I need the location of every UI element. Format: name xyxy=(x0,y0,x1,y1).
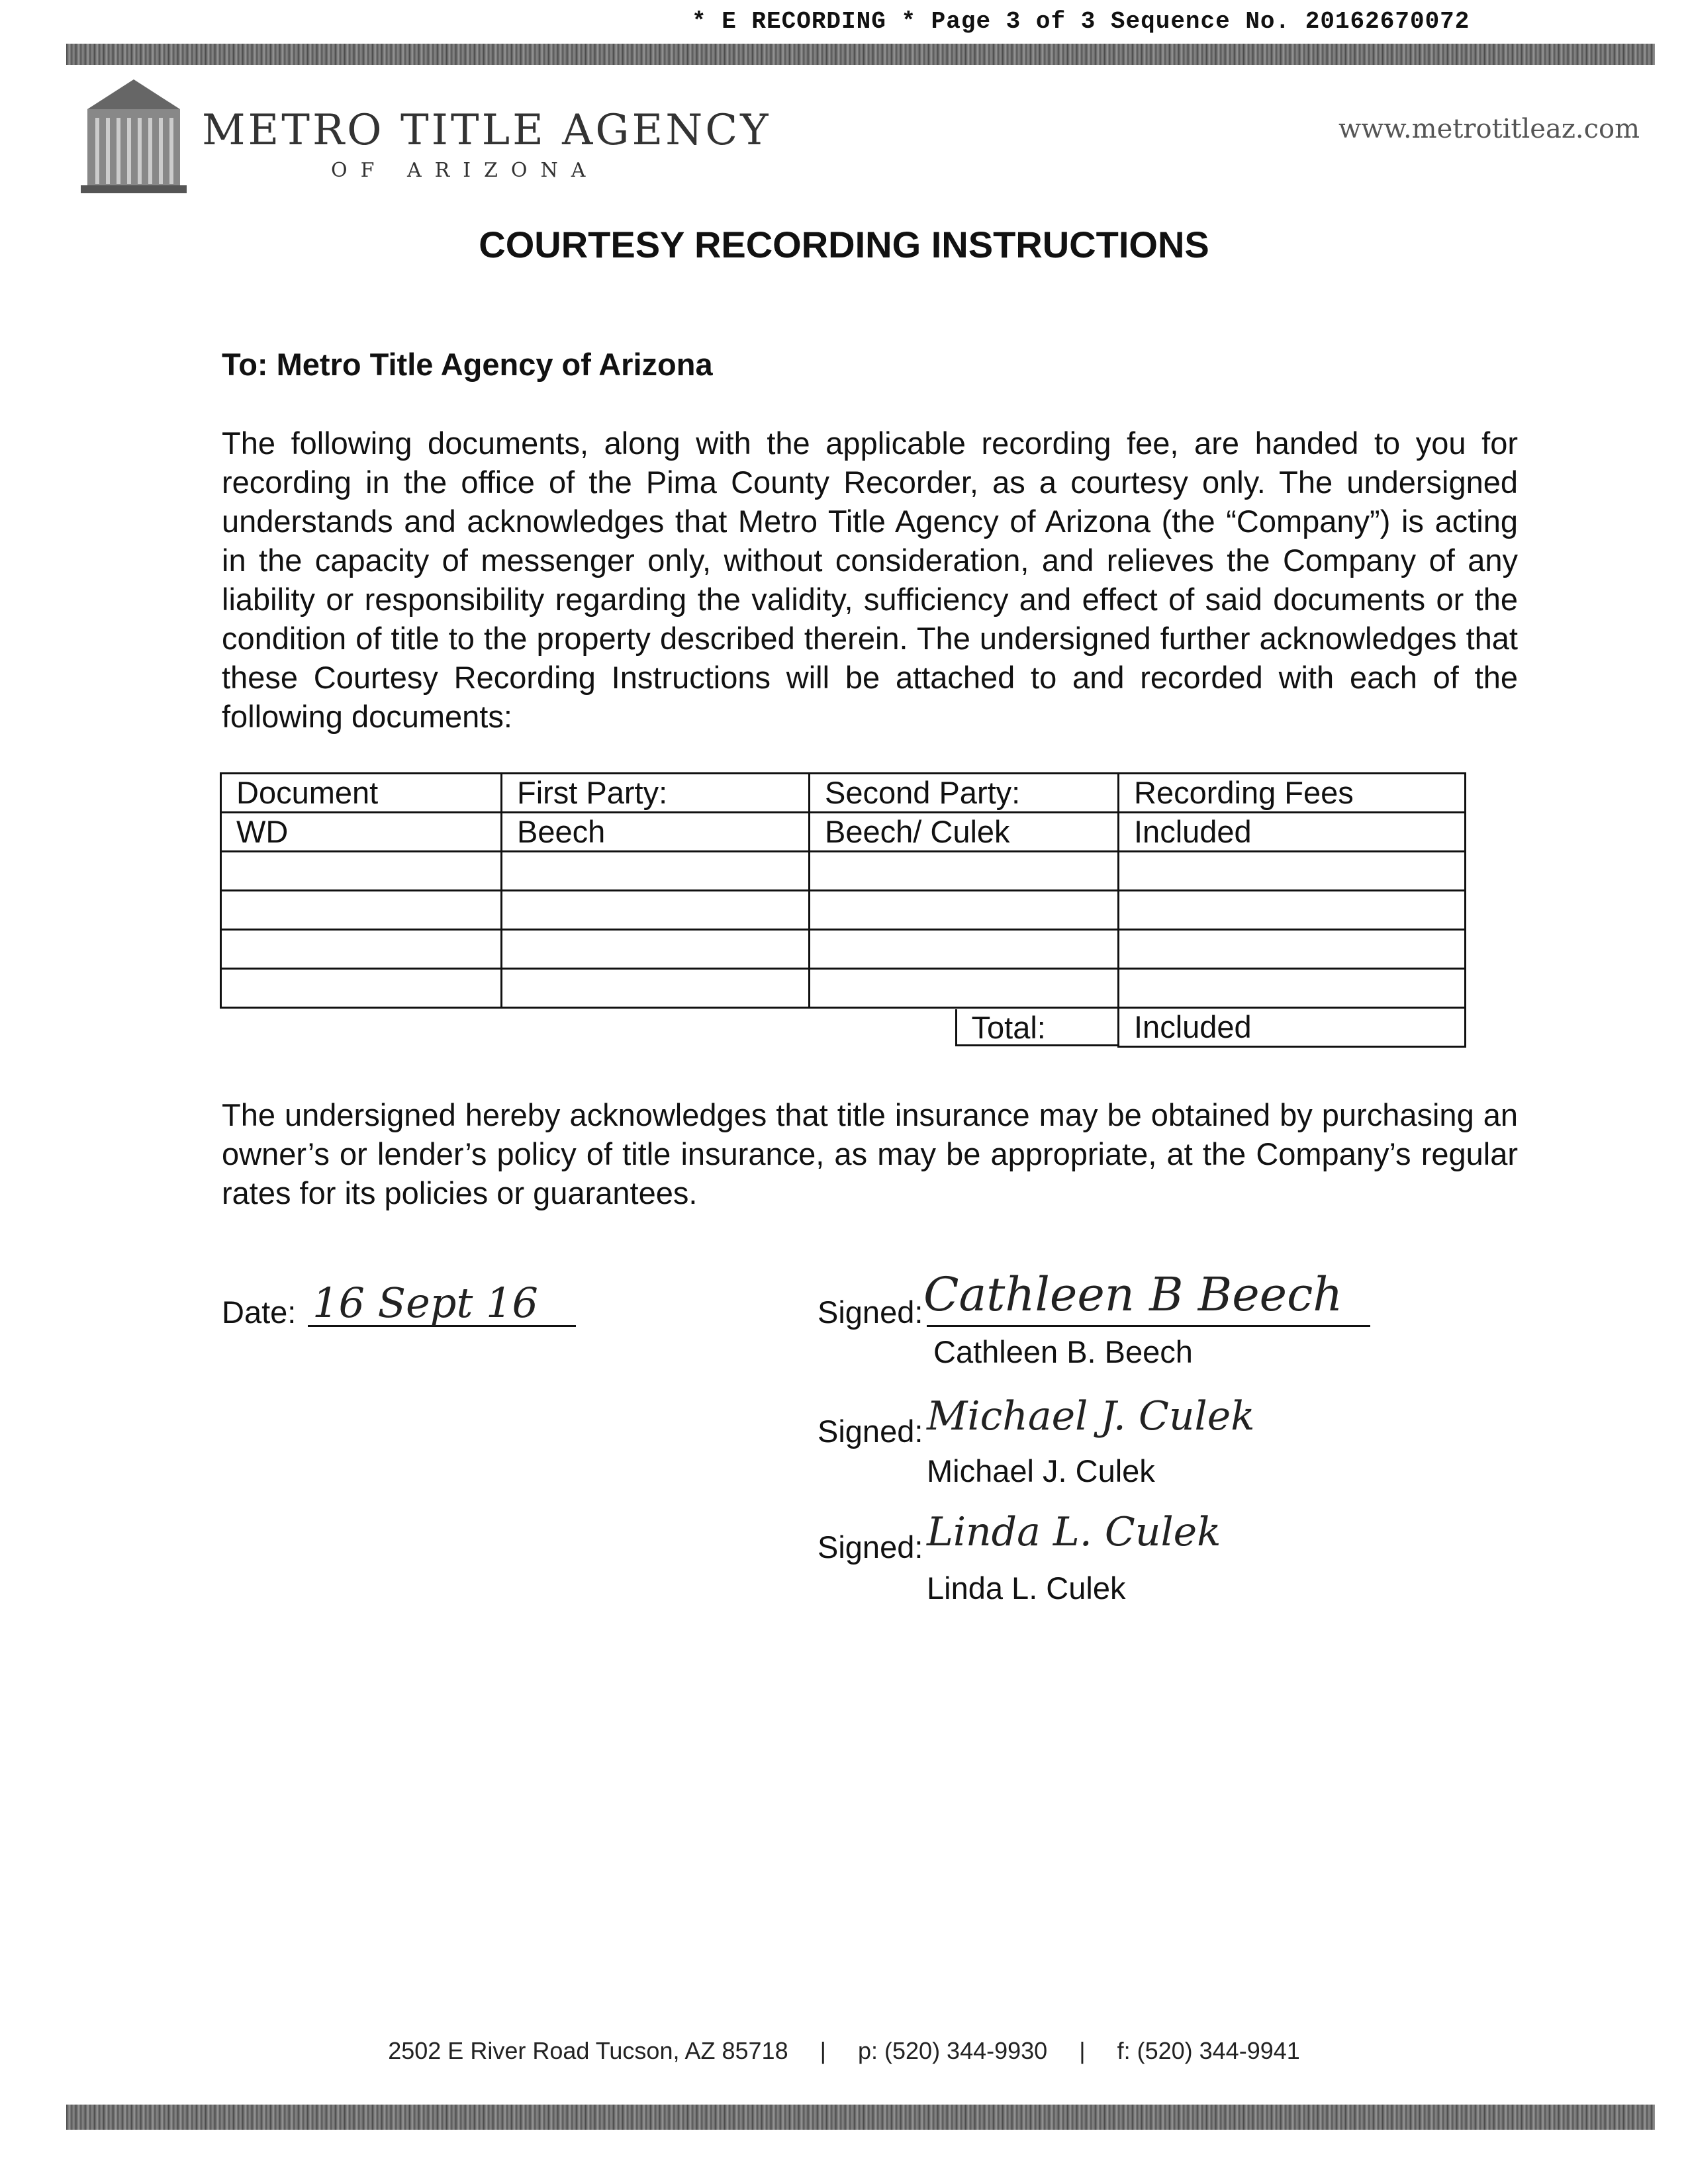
cell-recording-fees xyxy=(1119,930,1466,969)
table-row xyxy=(221,969,1466,1008)
footer-phone: p: (520) 344-9930 xyxy=(857,2037,1048,2064)
company-name: METRO TITLE AGENCY xyxy=(202,106,771,155)
recording-stamp: * E RECORDING * Page 3 of 3 Sequence No. 20162670072 xyxy=(692,8,1470,35)
cell-document xyxy=(221,969,502,1008)
signer-name-1: Cathleen B. Beech xyxy=(933,1334,1193,1369)
cell-second-party: Beech/ Culek xyxy=(810,813,1119,852)
cell-recording-fees xyxy=(1119,852,1466,891)
cell-document xyxy=(221,891,502,930)
company-subtitle: OF ARIZONA xyxy=(331,159,599,182)
cell-recording-fees xyxy=(1119,969,1466,1008)
addressee: To: Metro Title Agency of Arizona xyxy=(222,347,713,382)
cell-second-party xyxy=(810,891,1119,930)
title-insurance-paragraph: The undersigned hereby acknowledges that title insurance may be obtained by purchasing an owner’s or lender’s policy of title insurance, as may be appropriate, at the Company’s regular rates for its policies or guarantees. xyxy=(222,1097,1518,1210)
documents-table xyxy=(220,772,1466,1048)
cell-first-party xyxy=(502,969,810,1008)
total-label: Total: xyxy=(955,1009,1118,1046)
scan-bar-top xyxy=(66,44,1655,65)
page-title: COURTESY RECORDING INSTRUCTIONS xyxy=(479,224,1209,265)
table-row xyxy=(221,930,1466,969)
cell-document xyxy=(221,930,502,969)
footer-address: 2502 E River Road Tucson, AZ 85718 xyxy=(388,2037,788,2064)
footer-fax: f: (520) 344-9941 xyxy=(1117,2037,1300,2064)
table-row xyxy=(221,891,1466,930)
signer-name-2: Michael J. Culek xyxy=(927,1453,1155,1488)
header-first-party: First Party: xyxy=(502,774,810,813)
cell-first-party xyxy=(502,852,810,891)
cell-recording-fees xyxy=(1119,891,1466,930)
signed-label-1: Signed: xyxy=(818,1295,923,1330)
total-value: Included xyxy=(1119,1008,1466,1047)
footer-contact xyxy=(0,2037,1688,2065)
cell-document: WD xyxy=(221,813,502,852)
cell-document xyxy=(221,852,502,891)
signature-handwritten-1: Cathleen B Beech xyxy=(923,1267,1343,1322)
cell-second-party xyxy=(810,930,1119,969)
header-second-party: Second Party: xyxy=(810,774,1119,813)
cell-first-party xyxy=(502,930,810,969)
cell-second-party xyxy=(810,969,1119,1008)
table-row xyxy=(221,813,1466,852)
table-row xyxy=(221,852,1466,891)
cell-first-party xyxy=(502,891,810,930)
signature-handwritten-3: Linda L. Culek xyxy=(927,1509,1221,1555)
table-header-row xyxy=(221,774,1466,813)
signed-label-2: Signed: xyxy=(818,1414,923,1449)
date-handwritten: 16 Sept 16 xyxy=(312,1279,538,1327)
signed-label-3: Signed: xyxy=(818,1529,923,1565)
footer-separator: | xyxy=(820,2037,826,2064)
company-website: www.metrotitleaz.com xyxy=(1338,114,1640,144)
footer-separator: | xyxy=(1079,2037,1086,2064)
scan-bar-bottom xyxy=(66,2105,1655,2130)
instructions-paragraph: The following documents, along with the applicable recording fee, are handed to you for recording in the office of the Pima County Recorder, as a courtesy only. The undersigned understands and acknowledges that Metro Title Agency of Arizona (the “Company”) is acting in the capacity of messenger only, without consideration, and relieves the Company of any liability or responsibility regarding the validity, sufficiency and effect of said documents or the condition of title to the property described therein. The undersigned further acknowledges that these Courtesy Recording Instructions will be attached to and recorded with each of the following documents: xyxy=(222,426,1518,734)
header-document: Document xyxy=(221,774,502,813)
date-label: Date: xyxy=(222,1295,297,1330)
header-recording-fees: Recording Fees xyxy=(1119,774,1466,813)
company-logo-icon xyxy=(81,79,187,195)
cell-second-party xyxy=(810,852,1119,891)
cell-first-party: Beech xyxy=(502,813,810,852)
signer-name-3: Linda L. Culek xyxy=(927,1570,1126,1606)
table-total-row xyxy=(221,1008,1466,1047)
cell-recording-fees: Included xyxy=(1119,813,1466,852)
signature-handwritten-2: Michael J. Culek xyxy=(927,1393,1255,1439)
